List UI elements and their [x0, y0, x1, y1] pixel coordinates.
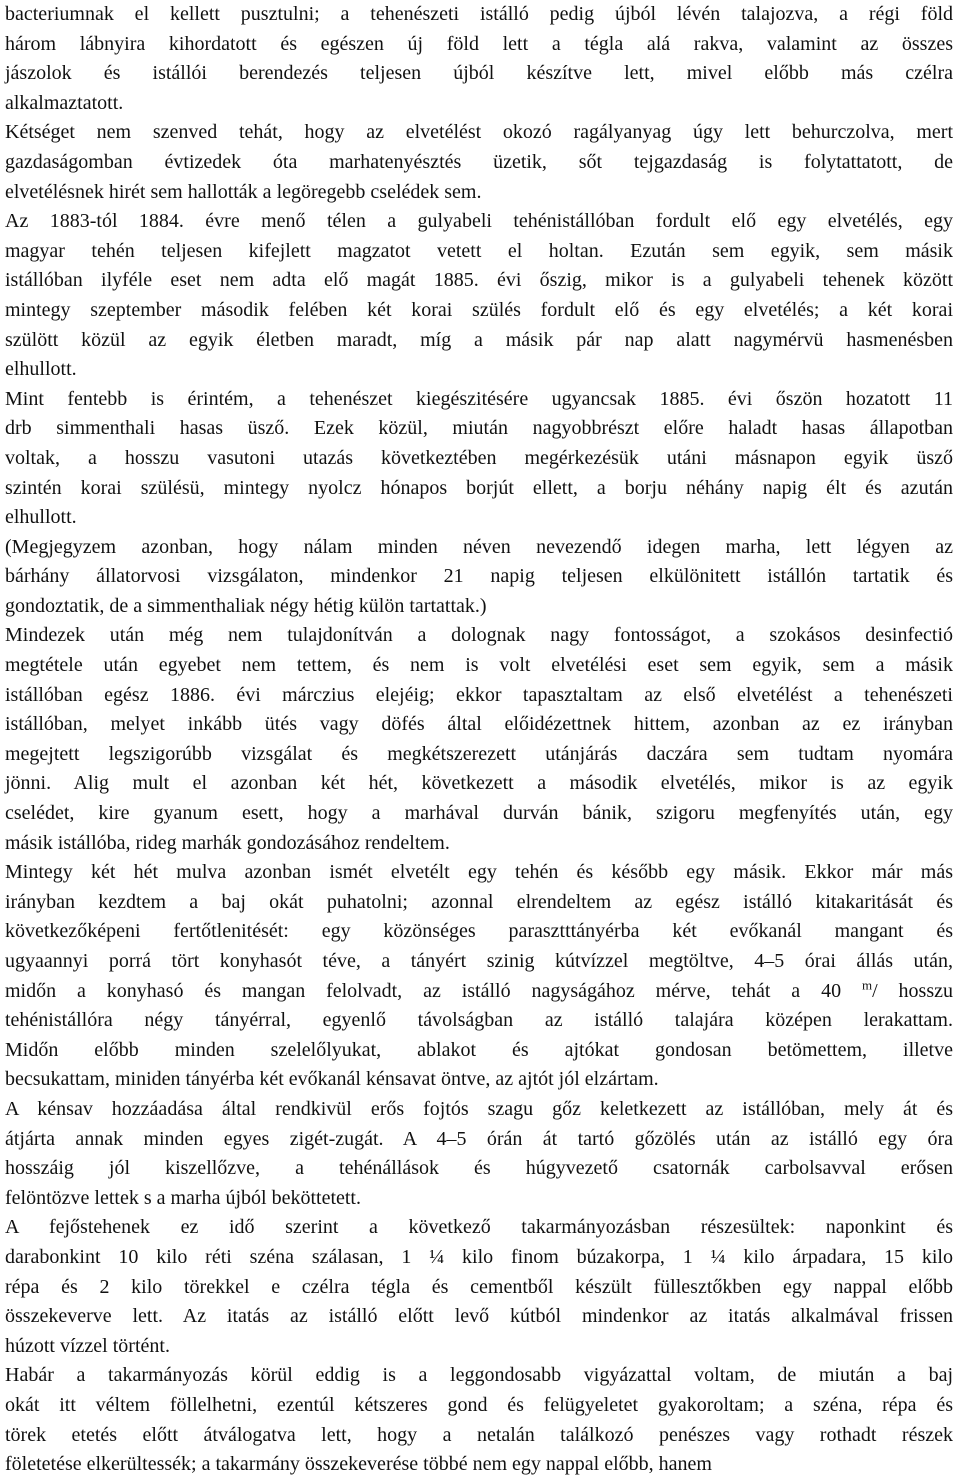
text-line: szülött közül az egyik életben maradt, míg a másik pár nap alatt nagymérvü hasmenésben [5, 328, 953, 351]
text-line: Habár a takarmányozás körül eddig is a leggondosabb vigyázattal voltam, de miután a baj [5, 1364, 953, 1387]
text-line: alkalmaztatott. [5, 91, 124, 114]
text-line: felöntözve lettek s a marha újból beköttetett. [5, 1186, 361, 1209]
text-line: megtétele után egyebet nem tettem, és nem is volt elvetélési eset sem egyik, sem a másik [5, 654, 953, 677]
text-line: A kénsav hozzáadása által rendkivül erős fojtós szagu gőz keletkezett az istállóban, mely át és [5, 1097, 953, 1120]
paragraph [5, 621, 953, 858]
text-line: Midőn előbb minden szelelőlyukat, ablakot és ajtókat gondosan betömettem, illetve [5, 1038, 953, 1061]
text-line: darabonkint 10 kilo réti széna szálasan, 1 ¼ kilo finom búzakorpa, 1 ¼ kilo árpadara, 15 kilo [5, 1245, 953, 1268]
text-line: drb simmenthali hasas üsző. Ezek közül, miután nagyobbrészt előre haladt hasas állapotban [5, 417, 953, 440]
paragraph [5, 385, 953, 533]
text-line: istállóban ilyféle eset nem adta elő magát 1885. évi őszig, mikor is a gulyabeli tehenek között [5, 269, 953, 292]
text-line: Mindezek után még nem tulajdonítván a dolognak nagy fontosságot, a szokásos desinfectió [5, 624, 953, 647]
text-line: istállóban egész 1886. évi márczius elejéig; ekkor tapasztaltam az első elvetélést a tehenészeti [5, 683, 953, 706]
paragraph [5, 858, 953, 1095]
text-line: föletetése elkerültessék; a takarmány összekeverése többé nem egy nappal előbb, hanem [5, 1453, 712, 1476]
paragraph [5, 118, 953, 207]
text-line: bacteriumnak el kellett pusztulni; a tehenészeti istálló pedig újból lévén talajozva, a régi föld [5, 3, 953, 25]
text-line: okát itt véltem föllelhetni, ezentúl kétszeres gond és felügyeletet gyakoroltam; a széna, répa és [5, 1393, 953, 1416]
text-line: midőn a konyhasó és mangan felolvadt, az istálló nagyságához mérve, tehát a 40 $^m$/ hosszu [5, 976, 954, 1002]
paragraph [5, 0, 953, 118]
text-line: tehénistállóra négy tányérral, egyenlő távolságban az istálló talajára középen lerakattam. [5, 1009, 953, 1032]
text-line: szintén korai szülésü, mintegy nyolcz hónapos borjút ellett, a borju néhány napig élt és azután [5, 476, 953, 499]
text-line: irányban kezdtem a baj okát puhatolni; azonnal elrendeltem az egész istálló kitakaritását és [5, 890, 953, 913]
text-line: három lábnyira kihordatott és egészen új föld lett a tégla alá rakva, valamint az összes [5, 32, 953, 55]
paragraph [5, 207, 953, 385]
text-line: átjárta annak minden egyes zigét-zugát. A 4–5 órán át tartó gőzölés után az istálló egy óra [5, 1127, 953, 1150]
text-line: istállóban, melyet inkább ütés vagy döfés által előidézettnek hittem, azonban az ez irányban [5, 713, 953, 736]
text-line: becsukattam, miniden tányérba két evőkanál kénsavat öntve, az ajtót jól elzártam. [5, 1068, 659, 1091]
text-line: másik istállóba, rideg marhák gondozásához rendeltem. [5, 831, 450, 854]
text-line: elvetélésnek hirét sem hallották a legöregebb cselédek sem. [5, 180, 482, 203]
paragraph [5, 533, 953, 622]
text-line: törek etetés előtt átválogatva lett, hogy a netalán találkozó penészes vagy rothadt részek [5, 1423, 953, 1446]
text-line: jönni. Alig mult el azonban két hét, következett a második elvetélés, mikor is az egyik [5, 772, 953, 795]
text-line: cselédet, kire gyanum esett, hogy a marhával durván bánik, szigoru megfenyítés után, egy [5, 802, 953, 825]
text-line: gondoztatik, de a simmenthaliak négy hétig külön tartattak.) [5, 594, 487, 617]
text-line: húzott vízzel történt. [5, 1334, 170, 1357]
paragraph [5, 1361, 953, 1479]
text-line: jászolok és istállói berendezés teljesen újból készítve lett, mivel előbb más czélra [5, 62, 953, 85]
text-line: magyar tehén teljesen kifejlett magzatot vetett el holtan. Ezután sem egyik, sem másik [5, 239, 953, 262]
text-line: gazdaságomban évtizedek óta marhatenyésztés üzetik, sőt tejgazdaság is folytattatott, de [5, 150, 953, 173]
paragraph [5, 1213, 953, 1361]
text-line: voltak, a hosszu vasutoni utazás következtében megérkezésük utáni másnapon egyik üsző [5, 446, 953, 469]
text-line: megejtett legszigorúbb vizsgálat és megkétszerezett utánjárás daczára sem tudtam nyomára [5, 742, 953, 765]
text-line: elhullott. [5, 358, 77, 381]
text-line: összekeverve lett. Az itatás az istálló előtt levő kútból mindenkor az itatás alkalmával frissen [5, 1305, 953, 1328]
text-line: elhullott. [5, 506, 77, 529]
text-line: (Megjegyzem azonban, hogy nálam minden néven nevezendő idegen marha, lett légyen az [5, 535, 953, 558]
text-line: bárhány állatorvosi vizsgálaton, mindenkor 21 napig teljesen elkülönitett istállón tartatik és [5, 565, 953, 588]
text-line: ugyaannyi porrá tört konyhasót téve, a tányért szinig kútvízzel megtöltve, 4–5 órai állás után, [5, 950, 953, 972]
text-line: Az 1883-tól 1884. évre menő télen a gulyabeli tehénistállóban fordult elő egy elvetélés, egy [5, 210, 953, 233]
paragraph [5, 1095, 953, 1213]
text-line: Kétséget nem szenved tehát, hogy az elvetélést okozó ragályanyag úgy lett behurczolva, mert [5, 121, 953, 144]
document-body [5, 0, 953, 1480]
text-line: Mint fentebb is érintém, a tehenészet kiegészitésére ugyancsak 1885. évi őszön hozatott 11 [5, 387, 953, 410]
text-line: Mintegy két hét mulva azonban ismét elvetélt egy tehén és később egy másik. Ekkor már más [5, 861, 953, 884]
text-line: következőképeni fertőtlenitését: egy közönséges parasztttányérba két evőkanál mangant és [5, 920, 953, 943]
text-line: répa és 2 kilo törekkel e czélra tégla és cementből készült füllesztőkben egy nappal előbb [5, 1275, 953, 1298]
text-line: hosszáig jól kiszellőzve, a tehénállások és húgyvezető csatornák carbolsavval erősen [5, 1157, 953, 1180]
text-line: mintegy szeptember második felében két korai szülés fordult elő és egy elvetélés; a két korai [5, 298, 953, 321]
text-line: A fejőstehenek ez idő szerint a következő takarmányozásban részesültek: naponkint és [5, 1216, 953, 1239]
